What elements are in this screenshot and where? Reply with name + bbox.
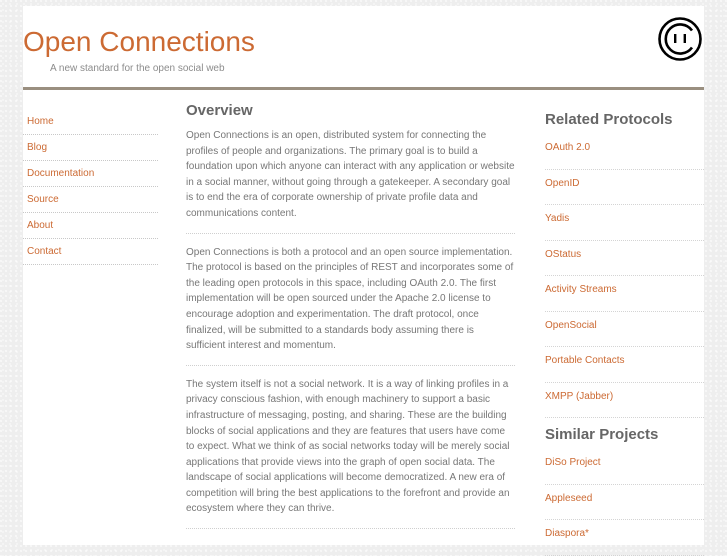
- site-tagline: A new standard for the open social web: [50, 63, 225, 74]
- plug-outlet-icon[interactable]: [658, 17, 704, 63]
- nav-item-about[interactable]: About: [23, 213, 158, 239]
- overview-paragraph-3: The system itself is not a social network. It is a way of linking profiles in a privacy conscious fashion, with enough machinery to support a basic infrastructure of messaging, posting, and sharing. These are the building blocks of social applications and they are features that users have come to expect. What we think of as social networks today will be merely social applications that provide views into the graph of open social data. The landscape of social applications will become democratized. A new era of competition will bring the best applications to the forefront and provide an ecosystem where they can thrive.: [186, 377, 515, 529]
- related-link-xmpp[interactable]: XMPP (Jabber): [545, 383, 704, 419]
- nav-item-source[interactable]: Source: [23, 187, 158, 213]
- site-header: [23, 6, 704, 90]
- related-link-portable-contacts[interactable]: Portable Contacts: [545, 347, 704, 383]
- right-sidebar: [545, 111, 704, 556]
- header-divider-bar: [23, 87, 704, 90]
- page-container: [23, 6, 704, 545]
- similar-projects-heading: Similar Projects: [545, 426, 659, 443]
- project-link-diso[interactable]: DiSo Project: [545, 449, 704, 485]
- nav-item-home[interactable]: Home: [23, 109, 158, 135]
- main-content: [186, 102, 515, 540]
- nav-item-contact[interactable]: Contact: [23, 239, 158, 265]
- related-link-oauth[interactable]: OAuth 2.0: [545, 134, 704, 170]
- main-navigation: [23, 109, 158, 265]
- page-heading-overview: Overview: [186, 102, 253, 119]
- related-link-activity-streams[interactable]: Activity Streams: [545, 276, 704, 312]
- related-link-opensocial[interactable]: OpenSocial: [545, 312, 704, 348]
- overview-paragraph-2: Open Connections is both a protocol and an open source implementation. The protocol is based on the principles of REST and incorporates some of the leading open protocols in this space, including OAuth 2.0. The first implementation will be open sourced under the Apache 2.0 license to encourage adoption and experimentation. The draft protocol, once finalized, will be submitted to a standards body assuming there is sufficient interest and momentum.: [186, 245, 515, 366]
- related-link-ostatus[interactable]: OStatus: [545, 241, 704, 277]
- related-link-openid[interactable]: OpenID: [545, 170, 704, 206]
- related-protocols-heading: Related Protocols: [545, 111, 673, 128]
- nav-item-blog[interactable]: Blog: [23, 135, 158, 161]
- project-link-appleseed[interactable]: Appleseed: [545, 485, 704, 521]
- nav-item-documentation[interactable]: Documentation: [23, 161, 158, 187]
- project-link-diaspora[interactable]: Diaspora*: [545, 520, 704, 556]
- related-link-yadis[interactable]: Yadis: [545, 205, 704, 241]
- site-title-link[interactable]: Open Connections: [23, 26, 255, 57]
- overview-paragraph-1: Open Connections is an open, distributed system for connecting the profiles of people and organizations. The primary goal is to build a foundation upon which anyone can interact with any application or website in a social manner, without going through a gatekeeper. A secondary goal is to end the era of corporate ownership of private profile data and communications content.: [186, 128, 515, 234]
